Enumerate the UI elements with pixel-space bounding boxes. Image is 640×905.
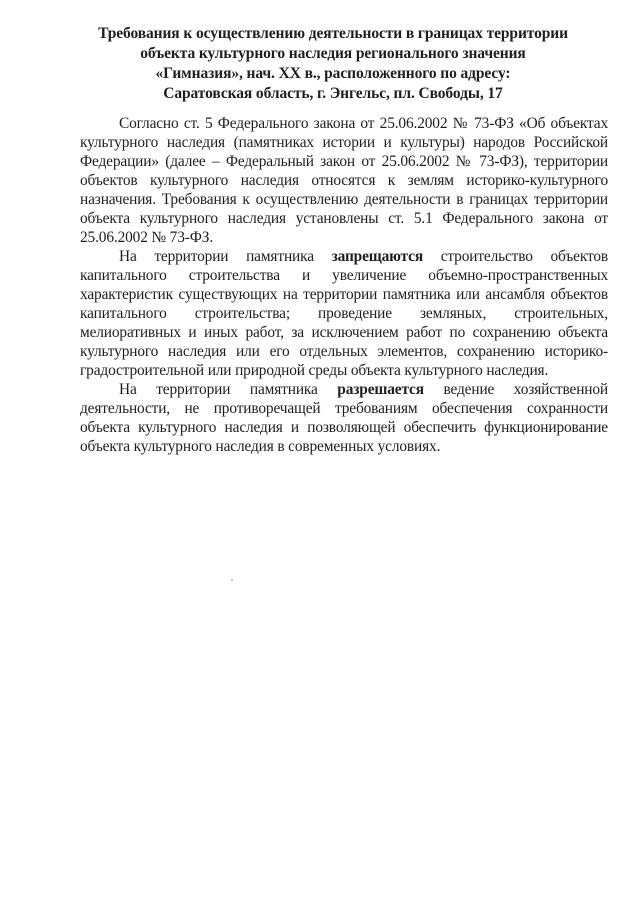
line-text: На территории памятника: [119, 248, 314, 265]
paragraph-line: капитального строительства; проведение земляных, строительных,: [80, 305, 608, 322]
paragraph-line: характеристик существующих на территории памятника или ансамбля объектов: [80, 286, 608, 303]
emphasis-prohibited: запрещаются: [331, 248, 424, 265]
title-line-2: объекта культурного наследия регионального значения: [140, 45, 526, 62]
document-title: [84, 24, 582, 104]
line-text: ведение хозяйственной: [443, 381, 609, 398]
title-line-4: Саратовская область, г. Энгельс, пл. Свободы, 17: [163, 85, 503, 102]
paragraph-line: объектов культурного наследия относятся к землям историко-культурного: [80, 172, 608, 189]
line-text: На территории памятника: [119, 381, 318, 398]
paragraph-line: Федерации» (далее – Федеральный закон от 25.06.2002 № 73-ФЗ), территории: [80, 153, 608, 170]
paragraph-legal-basis: [80, 114, 608, 247]
line-text: строительство объектов: [440, 248, 608, 265]
paragraph-permissions: [80, 380, 608, 456]
paragraph-line: [80, 380, 608, 399]
paragraph-line: культурного наследия или его отдельных элементов, сохранению историко-: [80, 343, 608, 360]
paragraph-line: капитального строительства и увеличение объемно-пространственных: [80, 267, 608, 284]
paragraph-line: назначения. Требования к осуществлению деятельности в границах территории: [80, 191, 608, 208]
paragraph-line: объекта культурного наследия и позволяющей обеспечить функционирование: [80, 419, 608, 436]
paragraph-prohibitions: [80, 247, 608, 380]
paragraph-line: мелиоративных и иных работ, за исключением работ по сохранению объекта: [80, 324, 608, 341]
title-line-3: «Гимназия», нач. XX в., расположенного по адресу:: [155, 65, 511, 82]
scan-speck: [231, 579, 233, 581]
paragraph-line: 25.06.2002 № 73-ФЗ.: [80, 229, 214, 246]
paragraph-line: Согласно ст. 5 Федерального закона от 25.06.2002 № 73-ФЗ «Об объектах: [119, 115, 608, 132]
paragraph-line: культурного наследия (памятниках истории и культуры) народов Российской: [80, 134, 608, 151]
paragraph-line: [80, 247, 608, 266]
paragraph-line: объекта культурного наследия установлены ст. 5.1 Федерального закона от: [80, 210, 608, 227]
paragraph-line: деятельности, не противоречащей требованиям обеспечения сохранности: [80, 400, 608, 417]
paragraph-line: градостроительной или природной среды объекта культурного наследия.: [80, 362, 549, 379]
paragraph-line: объекта культурного наследия в современных условиях.: [80, 438, 441, 455]
emphasis-permitted: разрешается: [337, 381, 424, 398]
title-line-1: Требования к осуществлению деятельности в границах территории: [98, 25, 568, 42]
